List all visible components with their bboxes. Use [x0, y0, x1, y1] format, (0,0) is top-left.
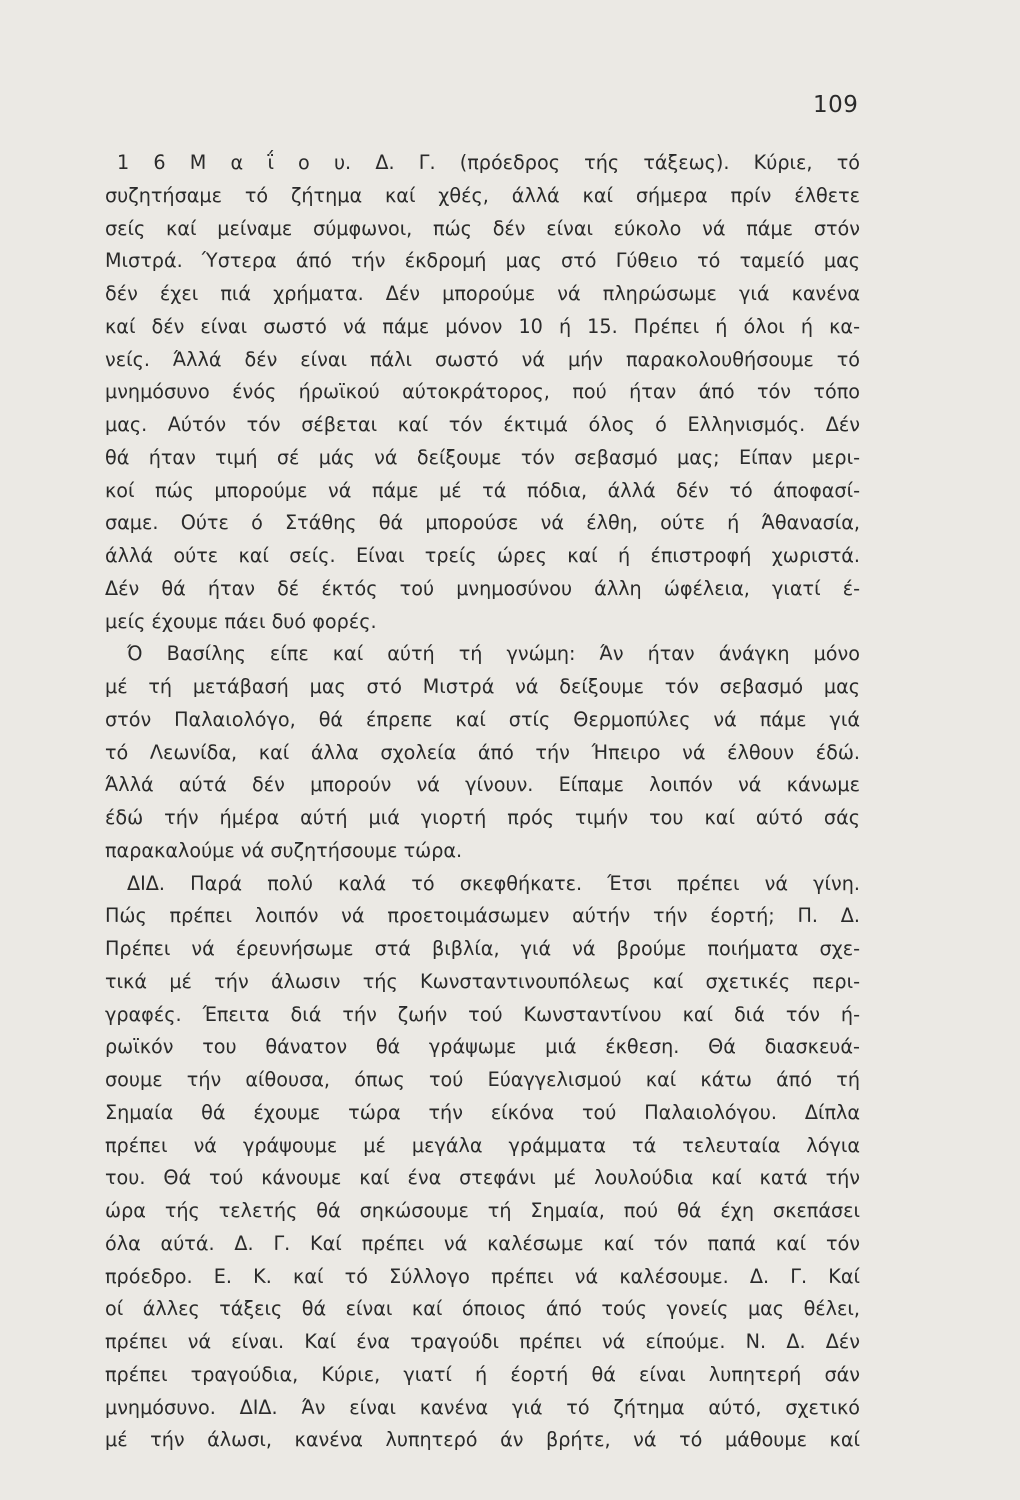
text-line: όλα αύτά. Δ. Γ. Καί πρέπει νά καλέσωμε καί τόν παπά καί τόν [105, 1231, 860, 1255]
text-line: τό Λεωνίδα, καί άλλα σχολεία άπό τήν Ήπειρο νά έλθουν έδώ. [105, 740, 860, 764]
body-text [105, 147, 860, 1457]
text-line: τικά μέ τήν άλωσιν τής Κωνσταντινουπόλεως καί σχετικές περι- [105, 969, 860, 993]
text-line: σείς καί μείναμε σύμφωνοι, πώς δέν είναι εύκολο νά πάμε στόν [105, 216, 860, 240]
text-line: Πώς πρέπει λοιπόν νά προετοιμάσωμεν αύτήν τήν έορτή; Π. Δ. [105, 904, 860, 928]
text-line: μνημόσυνο ένός ήρωϊκού αύτοκράτορος, πού ήταν άπό τόν τόπο [105, 380, 860, 404]
text-line: Άλλά αύτά δέν μπορούν νά γίνουν. Είπαμε λοιπόν νά κάνωμε [105, 773, 860, 797]
text-line: πρέπει τραγούδια, Κύριε, γιατί ή έορτή θά είναι λυπητερή σάν [105, 1362, 860, 1386]
text-line: καί δέν είναι σωστό νά πάμε μόνον 10 ή 15. Πρέπει ή όλοι ή κα- [105, 314, 860, 338]
page-number: 109 [813, 92, 859, 118]
text-line: μέ τήν άλωσι, κανένα λυπητερό άν βρήτε, νά τό μάθουμε καί [105, 1428, 860, 1452]
text-line: πρέπει νά γράψουμε μέ μεγάλα γράμματα τά τελευταία λόγια [105, 1133, 860, 1157]
text-line: δέν έχει πιά χρήματα. Δέν μπορούμε νά πληρώσωμε γιά κανένα [105, 282, 860, 305]
text-line: μέ τή μετάβασή μας στό Μιστρά νά δείξουμε τόν σεβασμό μας [105, 675, 860, 698]
text-line: άλλά ούτε καί σείς. Είναι τρείς ώρες καί ή έπιστροφή χωριστά. [105, 544, 860, 567]
text-line: Ό Βασίλης είπε καί αύτή τή γνώμη: Άν ήταν άνάγκη μόνο [127, 642, 860, 666]
text-line: στόν Παλαιολόγο, θά έπρεπε καί στίς Θερμοπύλες νά πάμε γιά [105, 707, 860, 731]
text-line: του. Θά τού κάνουμε καί ένα στεφάνι μέ λουλούδια καί κατά τήν [105, 1166, 860, 1190]
text-line: Μιστρά. Ύστερα άπό τήν έκδρομή μας στό Γύθειο τό ταμείό μας [105, 249, 860, 273]
text-line: οί άλλες τάξεις θά είναι καί όποιος άπό τούς γονείς μας θέλει, [105, 1297, 860, 1321]
text-line: ΔΙΔ. Παρά πολύ καλά τό σκεφθήκατε. Έτσι πρέπει νά γίνη. [127, 871, 860, 895]
text-line: ώρα τής τελετής θά σηκώσουμε τή Σημαία, πού θά έχη σκεπάσει [105, 1199, 860, 1222]
text-line: νείς. Άλλά δέν είναι πάλι σωστό νά μήν παρακολουθήσουμε τό [105, 347, 860, 371]
text-line: μνημόσυνο. ΔΙΔ. Άν είναι κανένα γιά τό ζήτημα αύτό, σχετικό [105, 1395, 860, 1419]
text-line: Δέν θά ήταν δέ έκτός τού μνημοσύνου άλλη ώφέλεια, γιατί έ- [105, 576, 860, 600]
text-line: Σημαία θά έχουμε τώρα τήν είκόνα τού Παλαιολόγου. Δίπλα [105, 1100, 860, 1124]
text-line: θά ήταν τιμή σέ μάς νά δείξουμε τόν σεβασμό μας; Είπαν μερι- [105, 445, 860, 469]
text-line: έδώ τήν ήμέρα αύτή μιά γιορτή πρός τιμήν του καί αύτό σάς [105, 806, 860, 829]
text-line: κοί πώς μπορούμε νά πάμε μέ τά πόδια, άλλά δέν τό άποφασί- [105, 478, 860, 502]
text-line: πρόεδρο. Ε. Κ. καί τό Σύλλογο πρέπει νά καλέσουμε. Δ. Γ. Καί [105, 1264, 860, 1288]
text-line: παρακαλούμε νά συζητήσουμε τώρα. [105, 838, 463, 862]
text-line: σαμε. Ούτε ό Στάθης θά μπορούσε νά έλθη, ούτε ή Άθανασία, [105, 511, 860, 535]
text-line: μείς έχουμε πάει δυό φορές. [105, 609, 377, 633]
text-line: γραφές. Έπειτα διά τήν ζωήν τού Κωνσταντίνου καί διά τόν ή- [105, 1002, 860, 1026]
text-line: μας. Αύτόν τόν σέβεται καί τόν έκτιμά όλος ό Ελληνισμός. Δέν [105, 413, 860, 436]
text-line: σουμε τήν αίθουσα, όπως τού Εύαγγελισμού καί κάτω άπό τή [105, 1068, 860, 1091]
text-line: πρέπει νά είναι. Καί ένα τραγούδι πρέπει νά είπούμε. Ν. Δ. Δέν [105, 1330, 860, 1353]
text-line: συζητήσαμε τό ζήτημα καί χθές, άλλά καί σήμερα πρίν έλθετε [105, 183, 860, 207]
text-line: 1 6 Μ α ΐ ο υ. Δ. Γ. (πρόεδρος τής τάξεως). Κύριε, τό [117, 151, 860, 174]
text-line: ρωϊκόν του θάνατον θά γράψωμε μιά έκθεση. Θά διασκευά- [105, 1035, 860, 1059]
text-line: Πρέπει νά έρευνήσωμε στά βιβλία, γιά νά βρούμε ποιήματα σχε- [105, 937, 860, 960]
